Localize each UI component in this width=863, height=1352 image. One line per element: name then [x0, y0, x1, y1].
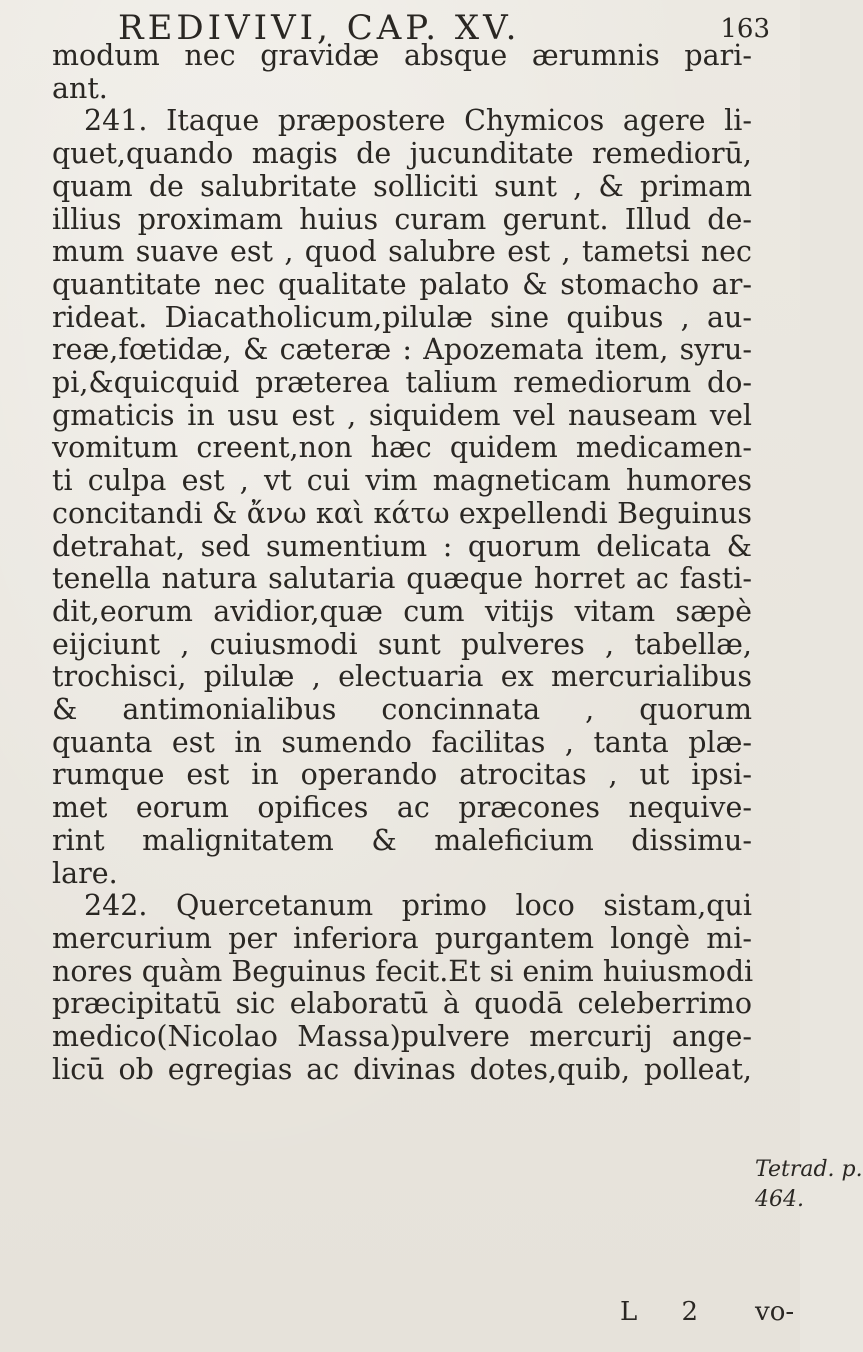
text-line: ti culpa est , vt cui vim magneticam humores [52, 464, 752, 498]
text-line: medico(Nicolao Massa)pulvere mercurij ange- [52, 1020, 752, 1054]
text-line: trochisci, pilulæ , electuaria ex mercurialibus [52, 660, 752, 694]
text-line: illius proximam huius curam gerunt. Illud de- [52, 202, 752, 236]
text-line: quam de salubritate solliciti sunt , & primam [52, 169, 752, 203]
body-text [52, 40, 752, 1087]
catchword: vo- [755, 1297, 795, 1327]
text-line: concitandi & ἄνω καὶ κάτω expellendi Beguinus [52, 496, 752, 530]
page-footer [620, 1297, 795, 1327]
margin-note-line: Tetrad. p. [755, 1157, 863, 1182]
text-line: mum suave est , quod salubre est , tametsi nec [52, 235, 752, 269]
text-line: lare. [52, 856, 118, 890]
text-line: met eorum opifices ac præcones nequive- [52, 791, 752, 825]
text-line: mercurium per inferiora purgantem longè mi- [52, 921, 752, 955]
margin-note [755, 1155, 863, 1215]
text-line: ant. [52, 71, 108, 105]
text-line: licū ob egregias ac divinas dotes,quib, polleat, [52, 1052, 752, 1086]
text-line: eijciunt , cuiusmodi sunt pulveres , tabellæ, [52, 627, 752, 661]
text-line: rumque est in operando atrocitas , ut ipsi- [52, 758, 752, 792]
paragraph-242-start: 242. Quercetanum primo loco sistam,qui [84, 889, 752, 923]
text-line: modum nec gravidæ absque ærumnis pari- [52, 39, 752, 72]
text-line: tenella natura salutaria quæque horret ac fasti- [52, 562, 752, 596]
paragraph-241-start: 241. Itaque præpostere Chymicos agere li- [84, 104, 752, 138]
text-line: pi,&quicquid præterea talium remediorum do- [52, 366, 752, 400]
text-line: vomitum creent,non hæc quidem medicamen- [52, 431, 752, 465]
page-number: 163 [720, 14, 770, 44]
text-line: quantitate nec qualitate palato & stomacho ar- [52, 267, 752, 301]
text-line: quet,quando magis de jucunditate remediorū, [52, 137, 752, 171]
text-line: dit,eorum avidior,quæ cum vitijs vitam sæpè [52, 594, 752, 628]
text-line: quanta est in sumendo facilitas , tanta plæ- [52, 725, 752, 759]
text-line: rideat. Diacatholicum,pilulæ sine quibus , au- [52, 300, 752, 334]
text-line: detrahat, sed sumentium : quorum delicata & [52, 529, 752, 563]
text-line: nores quàm Beguinus fecit.Et si enim huiusmodi [52, 954, 754, 988]
text-line: & antimonialibus concinnata , quorum [52, 693, 752, 727]
text-line: rint malignitatem & maleficium dissimu- [52, 823, 752, 857]
signature-mark: L 2 [620, 1297, 717, 1327]
text-line: gmaticis in usu est , siquidem vel nauseam vel [52, 398, 752, 432]
text-line: reæ,fœtidæ, & cæteræ : Apozemata item, syru- [52, 333, 752, 367]
running-head: REDIVIVI, CAP. XV. [118, 8, 521, 48]
text-line: præcipitatū sic elaboratū à quodā celeberrimo [52, 987, 752, 1021]
margin-note-line: 464. [755, 1187, 804, 1212]
